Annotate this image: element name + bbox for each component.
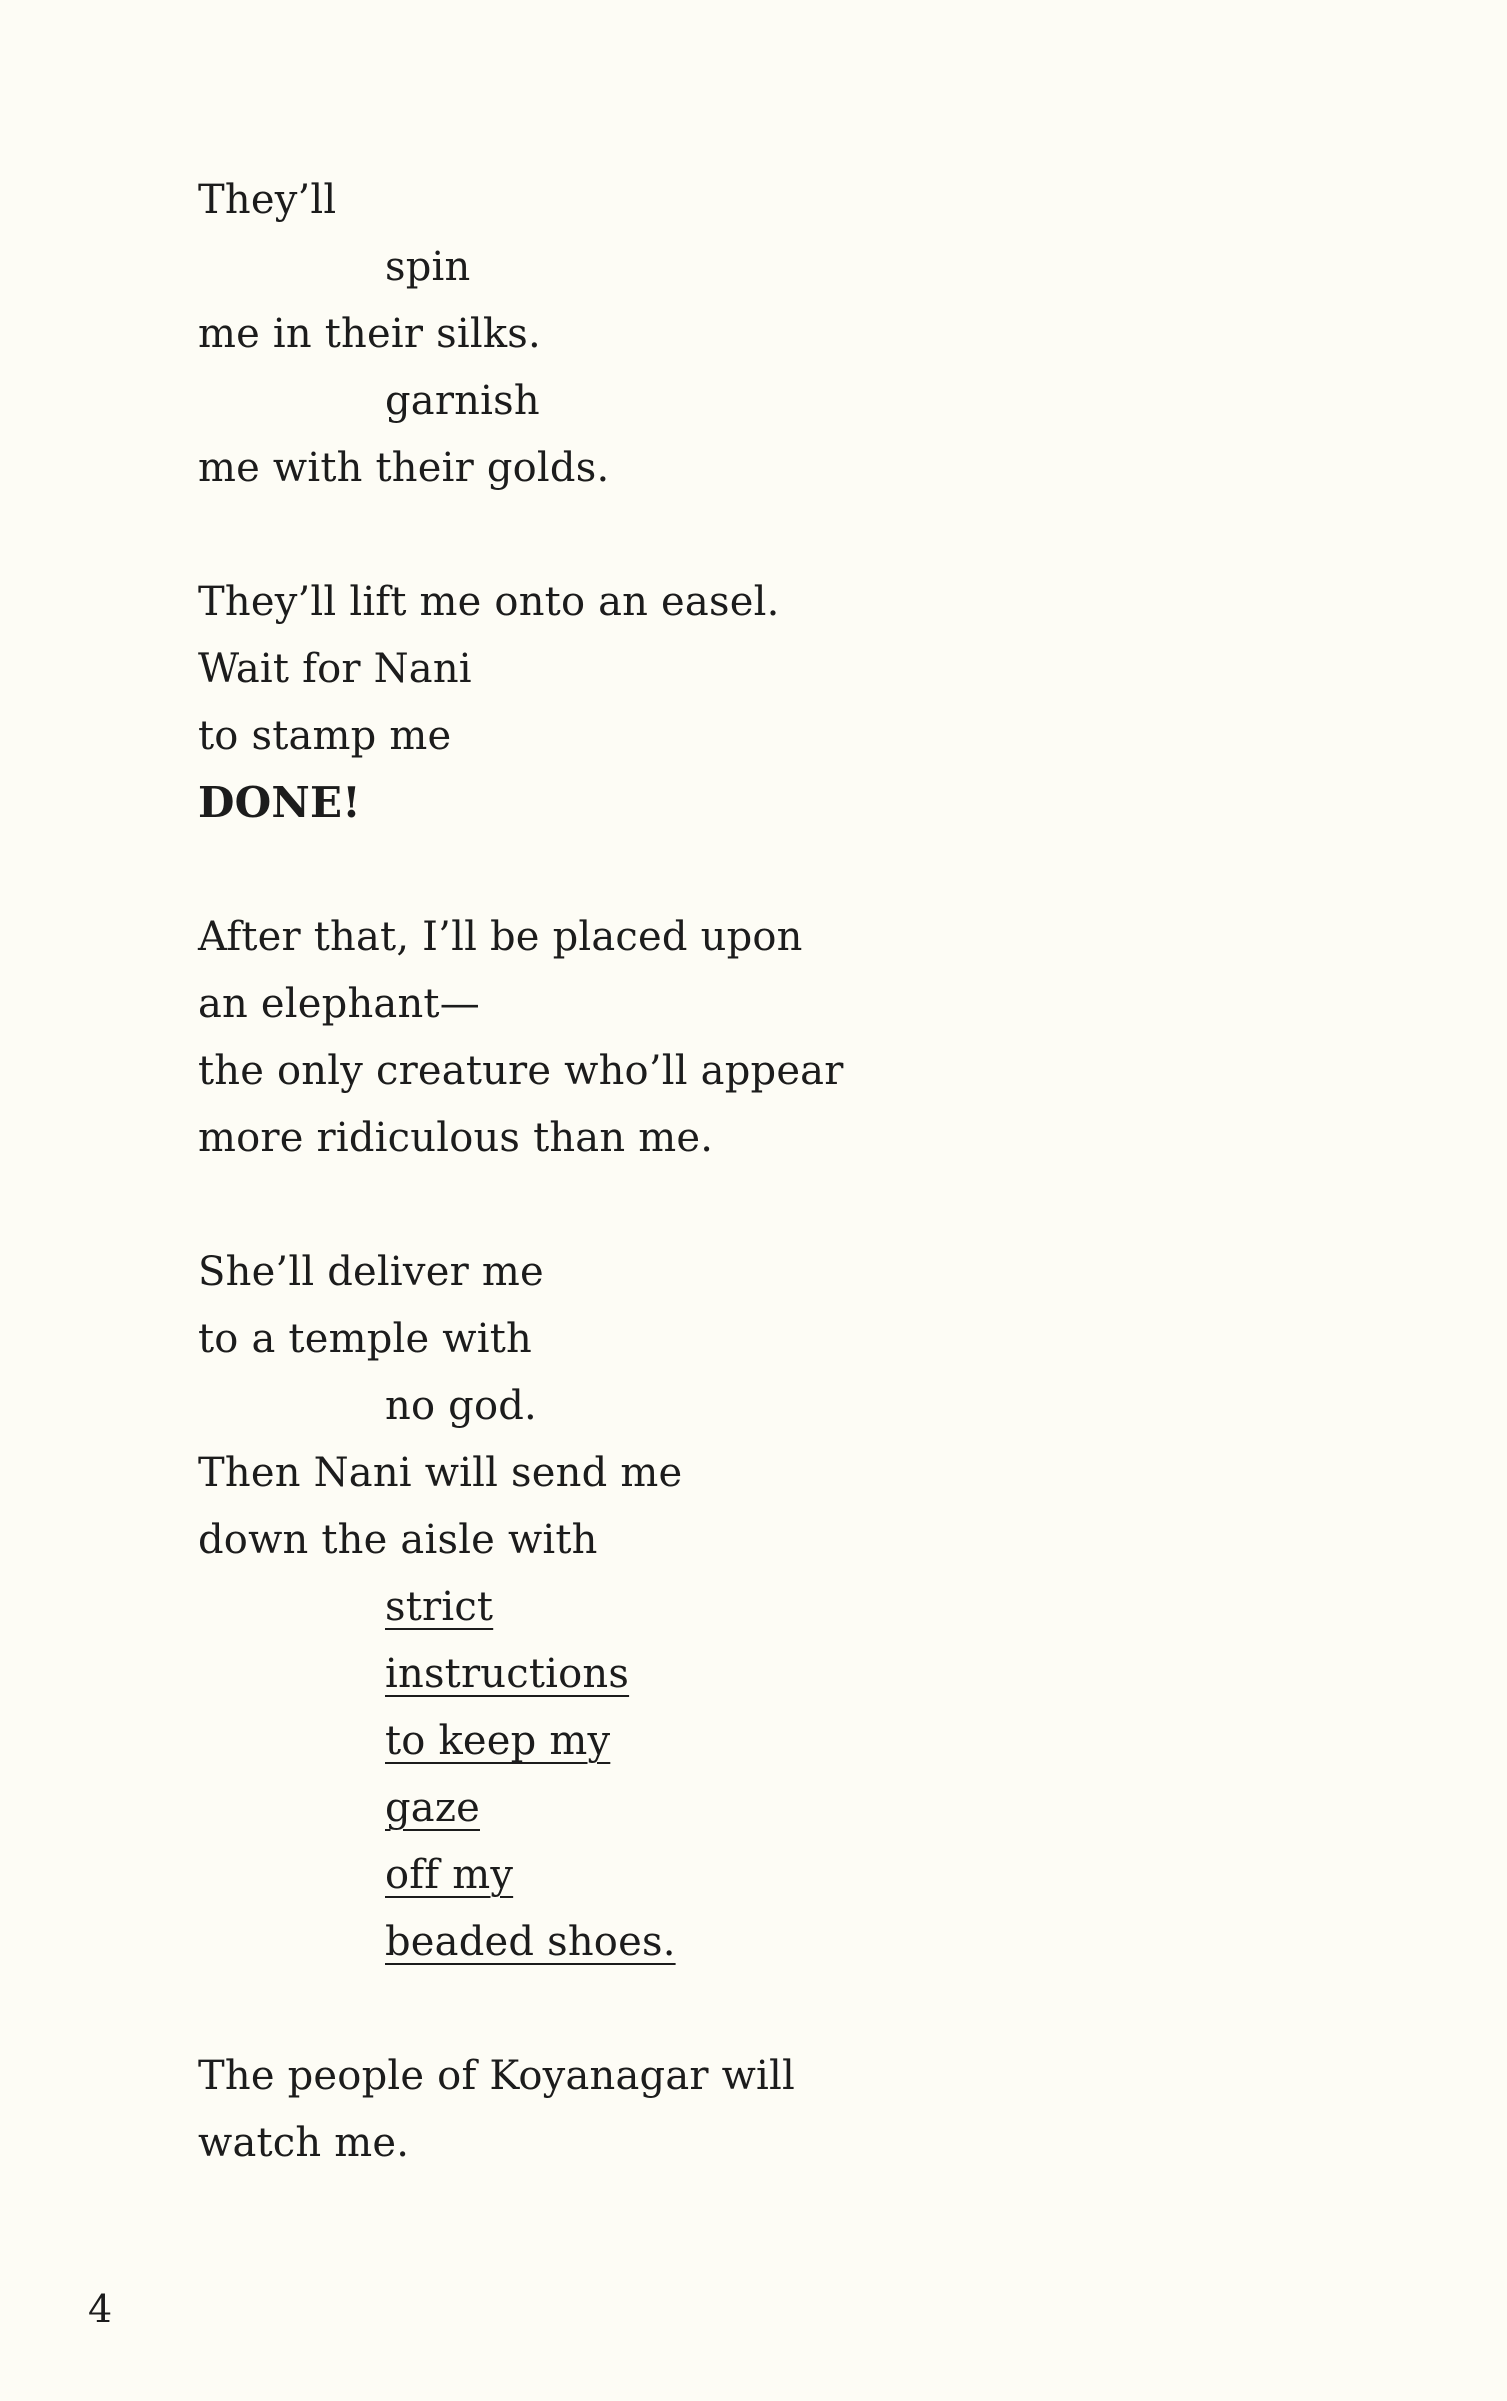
- poem-line: an elephant—: [198, 981, 480, 1027]
- poem-line: the only creature who’ll appear: [198, 1048, 844, 1094]
- poem-line-underlined: beaded shoes.: [385, 1919, 676, 1965]
- poem-line-underlined: strict: [385, 1584, 494, 1630]
- poem-line: more ridiculous than me.: [198, 1115, 714, 1161]
- poem-line-emphasis: DONE!: [198, 778, 361, 827]
- page-number: 4: [88, 2287, 113, 2331]
- poem-line-underlined: off my: [385, 1852, 514, 1898]
- poem-line: no god.: [385, 1383, 537, 1429]
- poem-line: They’ll: [198, 177, 337, 223]
- poem-line: garnish: [385, 378, 540, 424]
- poem-line: After that, I’ll be placed upon: [198, 914, 803, 960]
- poem-line: She’ll deliver me: [198, 1249, 544, 1295]
- poem-line-underlined: instructions: [385, 1651, 630, 1697]
- poem-line: me with their golds.: [198, 445, 610, 491]
- poem-line: down the aisle with: [198, 1517, 598, 1563]
- poem-line: The people of Koyanagar will: [198, 2053, 796, 2099]
- poem-line: spin: [385, 244, 471, 290]
- poem-line: to stamp me: [198, 713, 452, 759]
- poem-line: me in their silks.: [198, 311, 541, 357]
- poem-line: Wait for Nani: [198, 646, 472, 692]
- poem-line: They’ll lift me onto an easel.: [198, 579, 780, 625]
- poem-line: watch me.: [198, 2120, 410, 2166]
- poem-line: to a temple with: [198, 1316, 532, 1362]
- poem-line: Then Nani will send me: [198, 1450, 683, 1496]
- poem-line-underlined: to keep my: [385, 1718, 611, 1764]
- poem-line-underlined: gaze: [385, 1785, 480, 1831]
